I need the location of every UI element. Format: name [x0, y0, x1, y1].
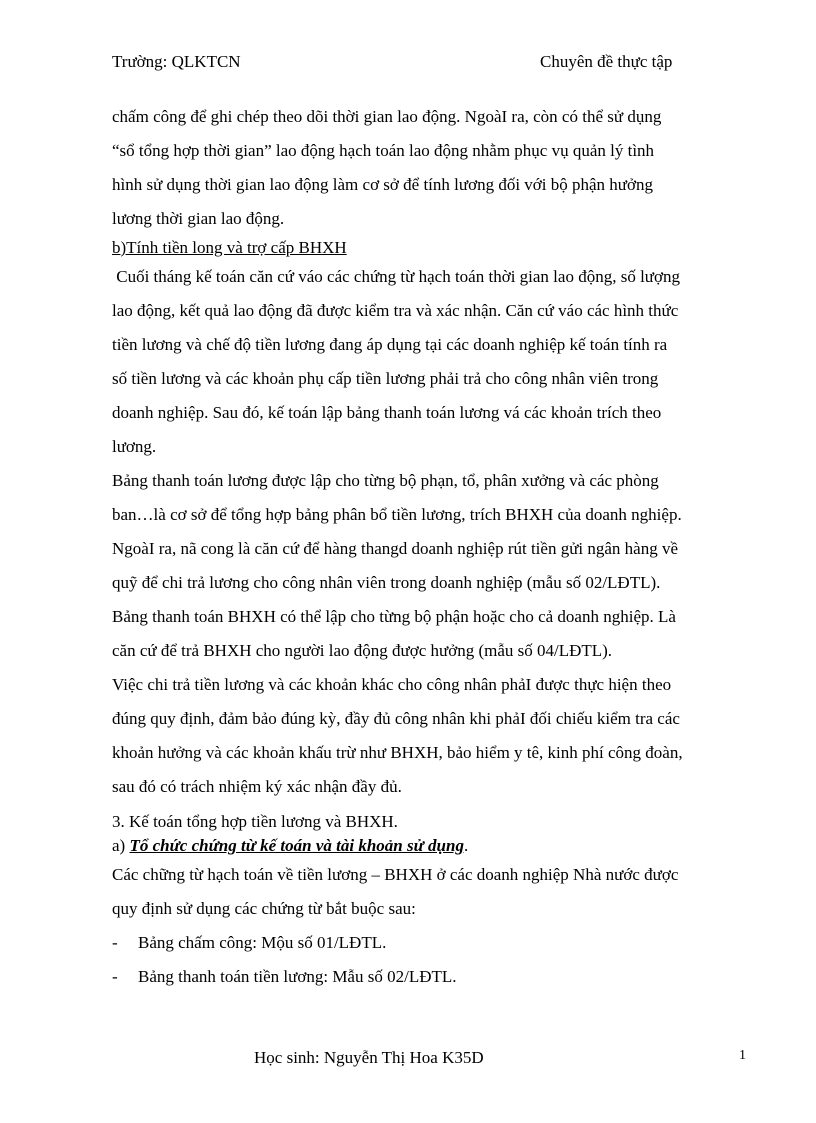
paragraph-line: doanh nghiệp. Sau đó, kế toán lập bảng thanh toán lương vá các khoản trích theo: [112, 403, 662, 422]
subsection-title: Tổ chức chứng từ kế toán và tài khoản sử dụng: [129, 836, 464, 855]
section-heading-b: b)Tính tiền long và trợ cấp BHXH: [112, 238, 347, 257]
bullet-text: Bảng chấm công: Mộu số 01/LĐTL.: [138, 933, 387, 952]
paragraph-line: chấm công để ghi chép theo dõi thời gian lao động. NgoàI ra, còn có thể sử dụng: [112, 107, 662, 126]
bullet-dash: -: [112, 933, 118, 952]
section-heading-3: 3. Kế toán tổng hợp tiền lương và BHXH.: [112, 812, 398, 831]
paragraph-line: Bảng thanh toán BHXH có thể lập cho từng bộ phận hoặc cho cả doanh nghiệp. Là: [112, 607, 676, 626]
bullet-dash: -: [112, 967, 118, 986]
document-body: [112, 100, 712, 994]
paragraph-line: ban…là cơ sở để tổng hợp bảng phân bổ tiền lương, trích BHXH của doanh nghiệp.: [112, 505, 682, 524]
paragraph-line: Cuối tháng kế toán căn cứ váo các chứng từ hạch toán thời gian lao động, số lượng: [112, 267, 680, 286]
bullet-item: [112, 926, 712, 960]
paragraph-line: sau đó có trách nhiệm ký xác nhận đầy đủ.: [112, 777, 402, 796]
paragraph-line: “sổ tổng hợp thời gian” lao động hạch toán lao động nhằm phục vụ quản lý tình: [112, 141, 655, 160]
subsection-heading-a: [112, 834, 712, 858]
paragraph-line: Bảng thanh toán lương được lập cho từng bộ phạn, tổ, phân xưởng và các phòng: [112, 471, 659, 490]
paragraph-line: tiền lương và chế độ tiền lương đang áp dụng tại các doanh nghiệp kế toán tính ra: [112, 335, 668, 354]
paragraph-line: lương.: [112, 437, 157, 456]
paragraph-line: quy định sử dụng các chứng từ bắt buộc sau:: [112, 899, 416, 918]
subsection-prefix: a): [112, 836, 130, 855]
footer-author: Học sinh: Nguyễn Thị Hoa K35D: [254, 1048, 484, 1067]
paragraph-line: Các chững từ hạch toán về tiền lương – BHXH ở các doanh nghiệp Nhà nước được: [112, 865, 679, 884]
paragraph-line: đúng quy định, đảm bảo đúng kỳ, đầy đủ công nhân khi phảI đối chiếu kiểm tra các: [112, 709, 680, 728]
paragraph-line: căn cứ để trả BHXH cho người lao động được hưởng (mẫu số 04/LĐTL).: [112, 641, 613, 660]
paragraph-line: quỹ để chi trả lương cho công nhân viên trong doanh nghiệp (mẫu số 02/LĐTL).: [112, 573, 661, 592]
paragraph-line: lương thời gian lao động.: [112, 209, 285, 228]
page-number: 1: [739, 1048, 746, 1063]
paragraph-line: hình sử dụng thời gian lao động làm cơ sở để tính lương đối với bộ phận hưởng: [112, 175, 654, 194]
paragraph-line: NgoàI ra, nã cong là căn cứ để hàng thangd doanh nghiệp rút tiền gửi ngân hàng về: [112, 539, 679, 558]
paragraph-line: Việc chi trả tiền lương và các khoản khác cho công nhân phảI được thực hiện theo: [112, 675, 672, 694]
header-school: Trường: QLKTCN: [112, 52, 241, 71]
paragraph-line: khoản hưởng và các khoản khấu trừ như BHXH, bảo hiểm y tê, kinh phí công đoàn,: [112, 743, 683, 762]
header-topic: Chuyên đề thực tập: [540, 52, 673, 71]
paragraph-line: số tiền lương và các khoản phụ cấp tiền lương phải trả cho công nhân viên trong: [112, 369, 659, 388]
paragraph-line: lao động, kết quả lao động đã được kiểm tra và xác nhận. Căn cứ váo các hình thức: [112, 301, 679, 320]
bullet-item: [112, 960, 712, 994]
bullet-text: Bảng thanh toán tiền lương: Mẫu số 02/LĐTL.: [138, 967, 457, 986]
subsection-suffix: .: [463, 836, 469, 855]
